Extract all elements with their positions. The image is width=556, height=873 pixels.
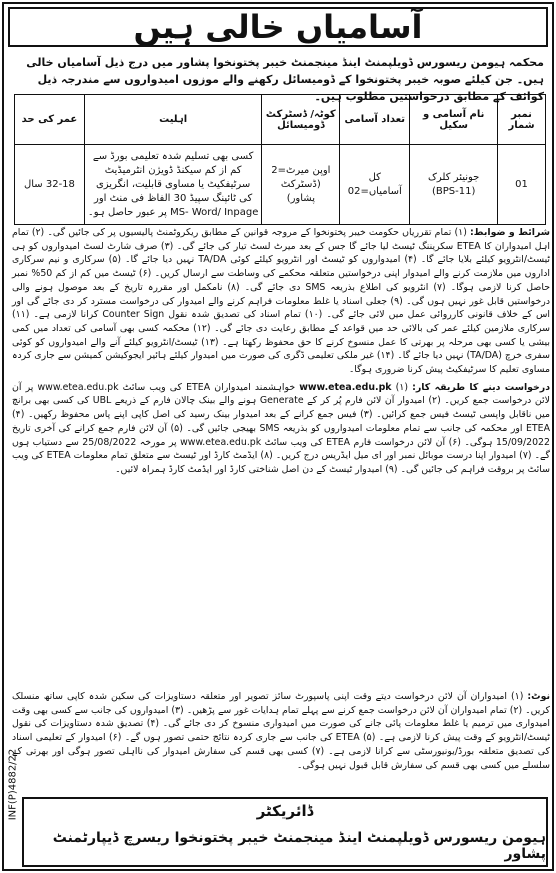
cell-post: جونیئر کلرک (BPS-11) — [410, 145, 498, 225]
header-serial: نمبر شمار — [498, 95, 546, 145]
terms-section — [12, 226, 550, 481]
application-heading: درخواست دینے کا طریقہ کار: — [412, 381, 551, 393]
intro-text: محکمہ ہیومن ریسورس ڈویلپمنٹ اینڈ مینجمنٹ خیبر پختونخوا پشاور میں درج ذیل آسامیاں خالی ہیں۔ جن کیلئے صوبہ خیبر پختونخوا کے ڈومیسائل رکھنے والے موزوں امیدواروں سے مندرجہ ذیل کوائف کے مطابق درخواستیں مطلوب ہیں۔ — [26, 56, 544, 103]
terms-paragraph — [12, 226, 550, 377]
header-post: نام آسامی و سکیل — [410, 95, 498, 145]
header-count: تعداد آسامی — [340, 95, 410, 145]
notes-heading: نوٹ: — [527, 691, 550, 702]
advert-code — [5, 704, 21, 864]
footer-signature: ڈائریکٹر — [256, 802, 314, 820]
cell-quota: اوپن میرٹ=2 (ڈسٹرکٹ پشاور) — [262, 145, 340, 225]
vacancy-table — [14, 94, 546, 225]
advert-code-text: INF(P)4882/22 — [7, 748, 19, 820]
header-box — [8, 7, 548, 47]
terms-text: (۱) تمام تقرریاں حکومت خیبر پختونخوا کے مروجہ قوانین کے مطابق ریکروٹمنٹ پالیسیوں پر کی جائیں گی۔ (۲) تمام اہل امیدواران کا ETEA سکریننگ ٹیسٹ لیا جائے گا جس کے بعد میرٹ لسٹ تیار کی جائے گی۔ (۳) صرف شارٹ لسٹ امیدواروں کو ہی ٹیسٹ/انٹرویو کیلئے بلایا جائے گا۔ (۴) امیدواروں کو ٹیسٹ اور انٹرویو کیلئے کوئی TA/DA نہیں دیا جائے گا۔ (۵) سرکاری و نیم سرکاری اداروں میں ملازمت کرنے والے امیدوار اپنی درخواستیں متعلقہ محکمے کی وساطت سے ارسال کریں۔ (۶) ٹیسٹ میں کم از کم 50% نمبر حاصل کرنا لازمی ہوگا۔ (۷) انٹرویو کی اطلاع بذریعہ SMS دی جائے گی۔ (۸) نامکمل اور مقررہ تاریخ کے بعد موصول ہونے والی درخواستیں قابل غور نہیں ہوں گی۔ (۹) جعلی اسناد یا غلط معلومات فراہم کرنے والے امیدوار کی درخواست مسترد کر دی جائے گی اور اس کے خلاف قانونی کارروائی عمل میں لائی جائے گی۔ (۱۰) تمام اسناد کی تصدیق شدہ نقول Counter Sign کرانا لازمی ہے۔ (۱۱) سرکاری ملازمین کیلئے عمر کی بالائی حد میں قواعد کے مطابق رعایت دی جائے گی۔ (۱۲) محکمہ کسی بھی آسامی کی تعداد میں کمی بیشی یا کسی بھی مرحلہ پر بھرتی کا عمل منسوخ کرنے کا حق محفوظ رکھتا ہے۔ (۱۳) ٹیسٹ/انٹرویو کیلئے آنے والے امیدواروں کو کوئی سفری خرچ (TA/DA) نہیں دیا جائے گا۔ (۱۴) غیر ملکی تعلیمی ڈگری کی صورت میں امیدوار کیلئے ہائیر ایجوکیشن کمیشن سے جاری کردہ مساوی تعلیم کا سرٹیفکیٹ پیش کرنا ضروری ہوگا۔ — [12, 227, 551, 376]
page-title: آسامیاں خالی ہیں — [133, 8, 423, 46]
table-row — [15, 145, 546, 225]
cell-count: کل آسامیاں=02 — [340, 145, 410, 225]
cell-qualification: کسی بھی تسلیم شدہ تعلیمی بورڈ سے کم از کم سیکنڈ ڈویژن انٹرمیڈیٹ سرٹیفکیٹ یا مساوی قابلیت، انگریزی کی ٹائپنگ سپیڈ 30 الفاظ فی منٹ اور MS- Word/ Inpage پر عبور حاصل ہو۔ — [84, 145, 262, 225]
footer-department: ہیومن ریسورس ڈویلپمنٹ اینڈ مینجمنٹ خیبر پختونخوا ریسرچ ڈیپارٹمنٹ پشاور — [52, 830, 546, 862]
header-quota: کوٹہ/ ڈسٹرکٹ ڈومیسائل — [262, 95, 340, 145]
table-header-row — [15, 95, 546, 145]
footer-box — [22, 797, 548, 867]
notes-section — [12, 690, 550, 772]
header-age: عمر کی حد — [15, 95, 85, 145]
notes-text: (۱) امیدواران آن لائن درخواست دیتے وقت اپنی پاسپورٹ سائز تصویر اور متعلقہ دستاویزات کی سکین شدہ کاپی ساتھ منسلک کریں۔ (۲) تمام امیدواران آن لائن درخواست جمع کرنے سے پہلے تمام ہدایات غور سے پڑھیں۔ (۳) امیدواروں کی جانب سے کسی بھی وقت امیدواری میں ترمیم یا غلط معلومات پائی جانے کی صورت میں امیدواری منسوخ کر دی جائے گی۔ (۴) تصدیق شدہ دستاویزات کی نقول ٹیسٹ/انٹرویو کے وقت پیش کرنا لازمی ہے۔ (۵) ETEA کی جانب سے جاری کردہ نتائج حتمی تصور ہوں گے۔ (۶) امیدوار کے تعلیمی اسناد کی تصدیق متعلقہ بورڈ/یونیورسٹی سے کرانا لازمی ہے۔ (۷) کسی بھی قسم کی سفارش امیدوار کی نااہلی تصور ہوگی اور بھرتی کے سلسلے میں کسی بھی قسم کی سفارش قابل قبول نہیں ہوگی۔ — [12, 691, 550, 771]
advertisement-page — [2, 2, 554, 871]
cell-serial: 01 — [498, 145, 546, 225]
cell-age: 32-18 سال — [15, 145, 85, 225]
application-paragraph — [12, 381, 550, 477]
terms-heading: شرائط و ضوابط: — [470, 227, 551, 238]
application-url-link[interactable]: www.etea.edu.pk — [299, 381, 392, 393]
header-qualification: اہلیت — [84, 95, 262, 145]
application-text: (۱) خواہشمند امیدواران ETEA کی ویب سائٹ www.etea.edu.pk پر آن لائن درخواست جمع کریں۔ (۲) امیدوار آن لائن فارم پُر کر کے Generate ہونے والے بینک چالان فارم کے ذریعے UBL کی کسی بھی برانچ میں ناقابل واپسی ٹیسٹ فیس جمع کرائیں۔ (۳) فیس جمع کرانے کے بعد امیدوار بینک رسید کی اصل کاپی اپنے پاس محفوظ رکھیں۔ (۴) ETEA اور محکمہ کی جانب سے تمام معلومات امیدواروں کو بذریعہ SMS بھیجی جائیں گی۔ (۵) آن لائن فارم جمع کرانے کی آخری تاریخ 15/09/2022 ہوگی۔ (۶) آن لائن درخواست فارم ETEA کی ویب سائٹ www.etea.edu.pk پر مورخہ 25/08/2022 سے دستیاب ہوں گے۔ (۷) امیدوار اپنا درست موبائل نمبر اور ای میل ایڈریس درج کریں۔ (۸) ایڈمٹ کارڈ اور ٹیسٹ سے متعلق تمام معلومات ETEA کی ویب سائٹ پر بروقت فراہم کی جائیں گی۔ (۹) امیدوار ٹیسٹ کے دن اصل شناختی کارڈ اور ایڈمٹ کارڈ ہمراہ لائیں۔ — [12, 381, 550, 475]
